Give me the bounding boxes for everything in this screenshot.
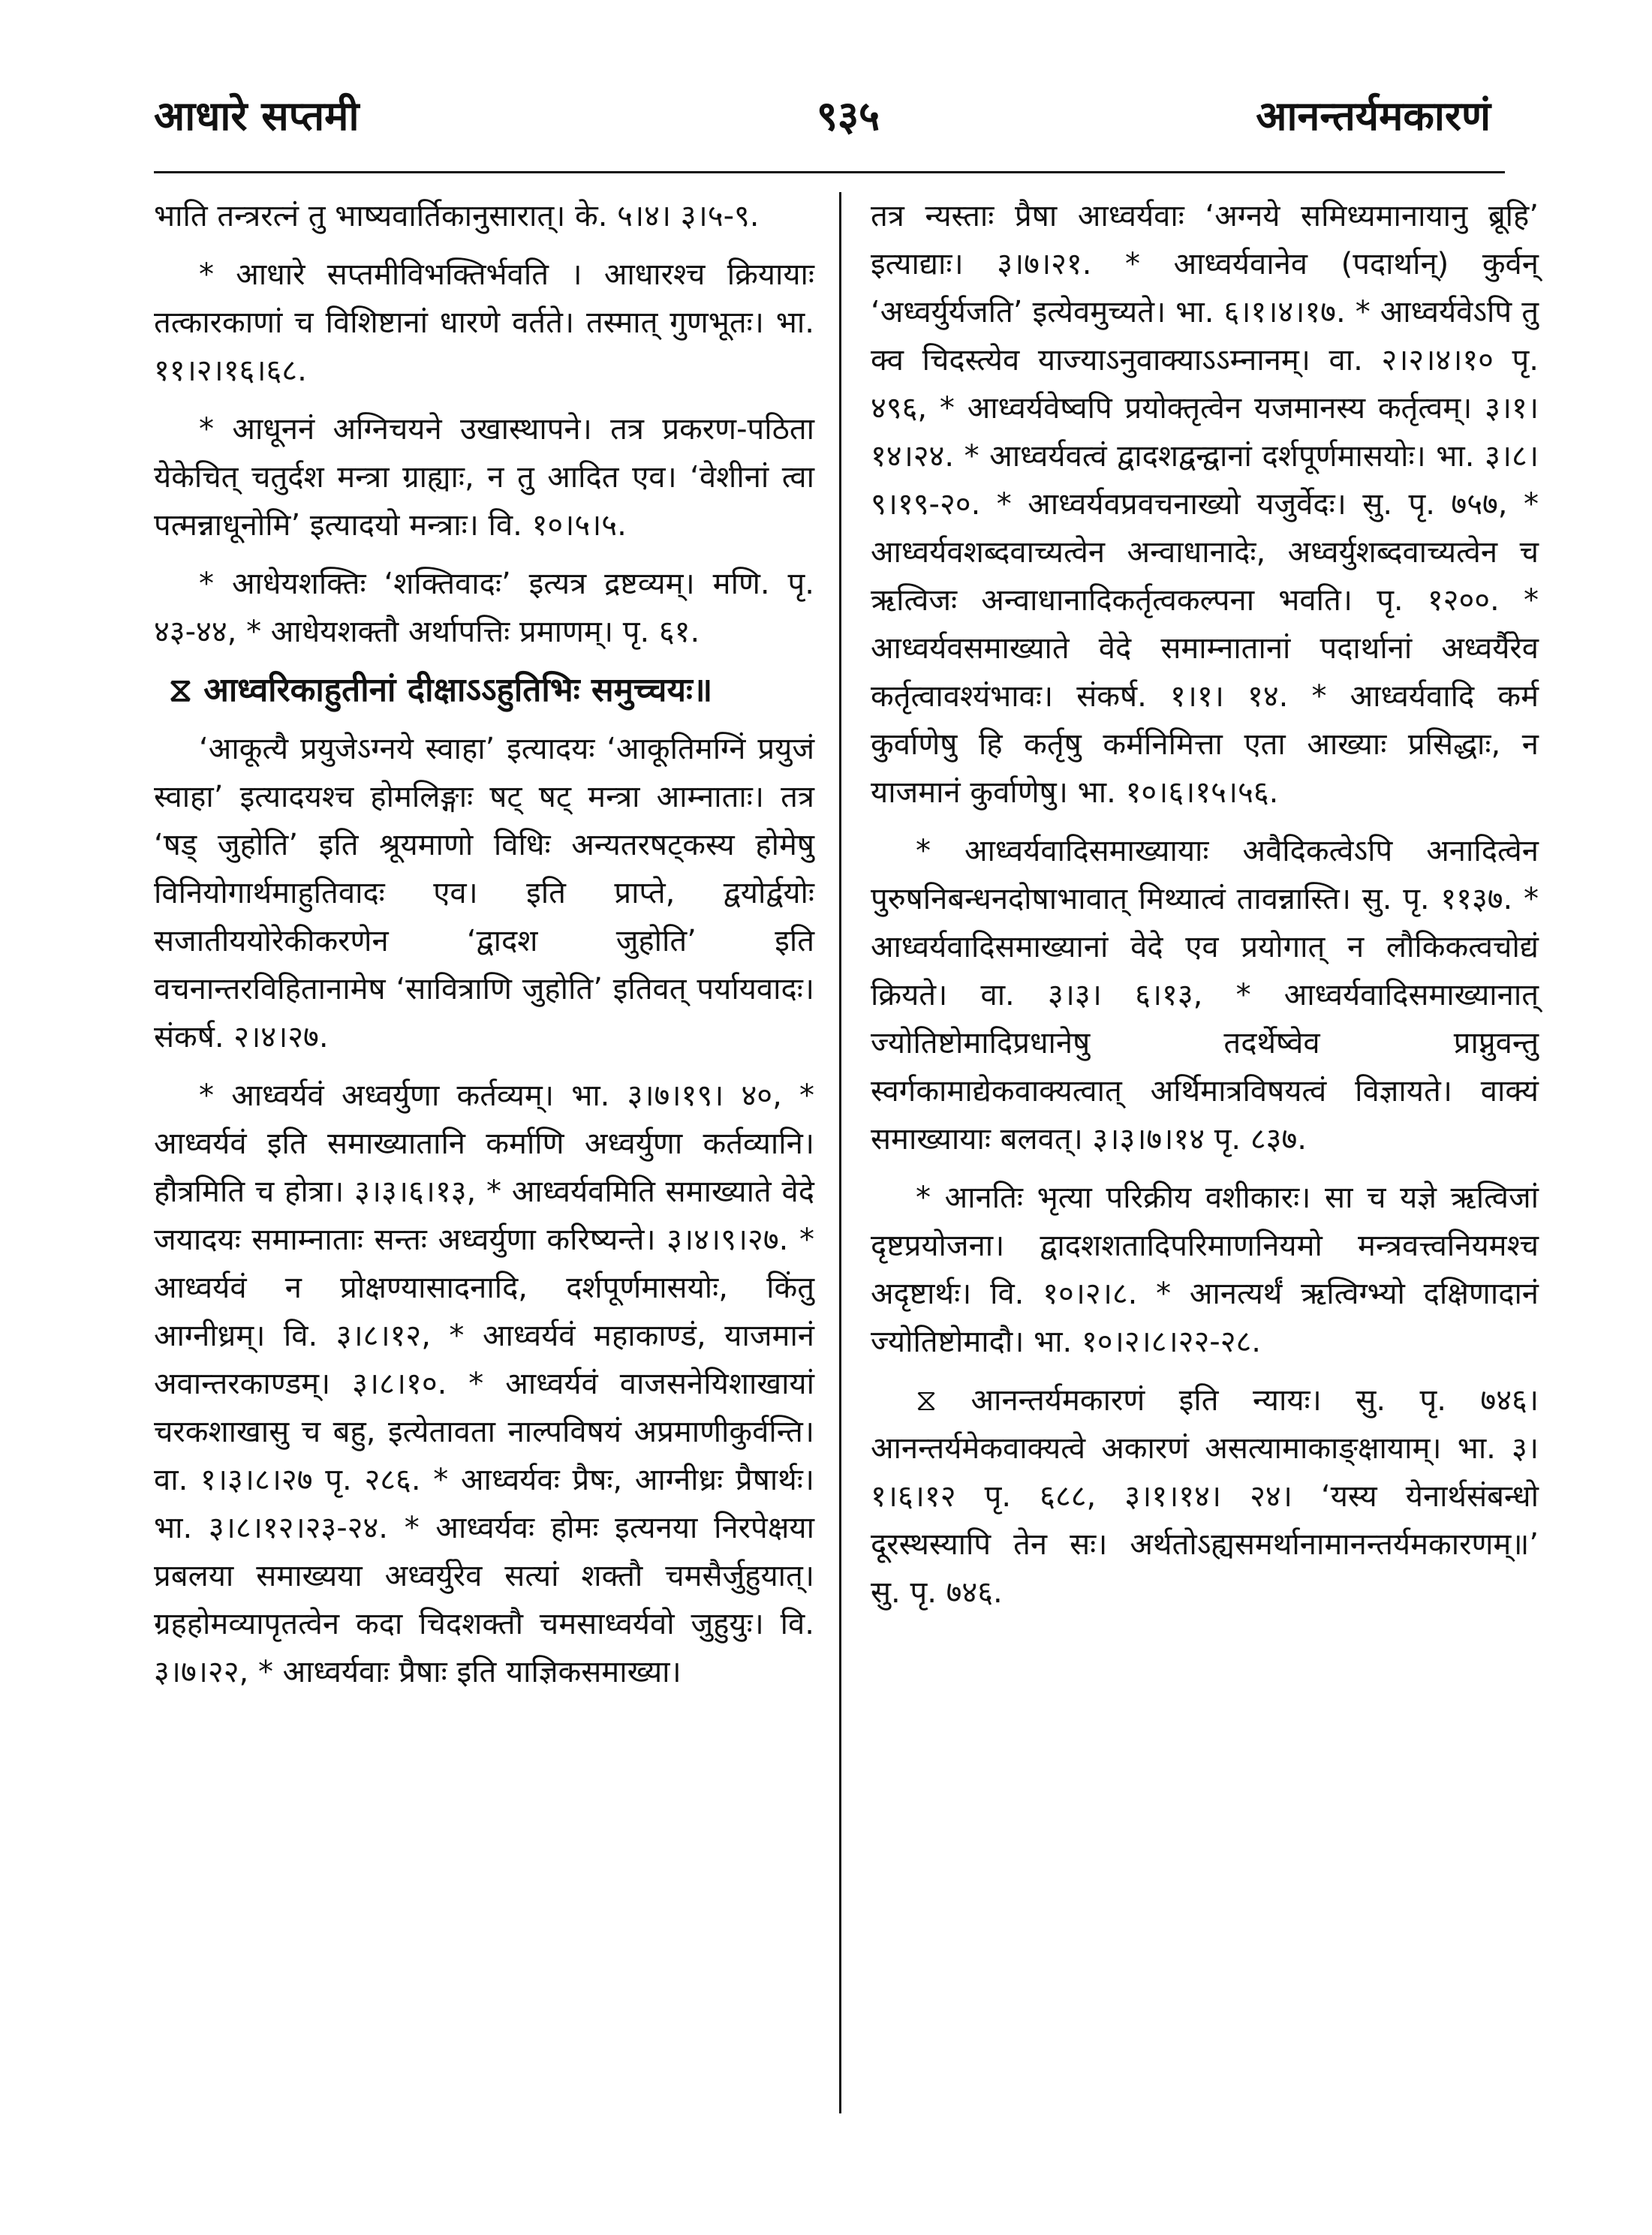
right-paragraph: * आध्वर्यवादिसमाख्यायाः अवैदिकत्वेऽपि अनादित्वेन पुरुषनिबन्धनदोषाभावात् मिथ्यात्वं तावन्नास्ति। सु. पृ. ११३७. * आध्वर्यवादिसमाख्यानां वेदे एव प्रयोगात् न लौकिकत्वचोद्यं क्रियते। वा. ३।३। ६।१३, * आध्वर्यवादिसमाख्यानात् ज्योतिष्टोमादिप्रधानेषु तदर्थेष्वेव प्राप्नुवन्तु स्वर्गकामाद्येकवाक्यत्वात् अर्थिमात्रविषयत्वं विज्ञायते। वाक्यं समाख्यायाः बलवत्। ३।३।७।१४ पृ. ८३७.: [871, 834, 1539, 1157]
left-paragraph: * आधूननं अग्निचयने उखास्थापने। तत्र प्रकरण-पठिता येकेचित् चतुर्दश मन्त्रा ग्राह्याः, न तु आदित एव। ‘वेशीनां त्वा पत्मन्नाधूनोमि’ इत्यादयो मन्त्राः। वि. १०।५।५.: [154, 412, 814, 543]
column-divider: [839, 192, 841, 2113]
section-heading: ⧖ आध्वरिकाहुतीनां दीक्षाऽऽहुतिभिः समुच्चयः॥: [169, 671, 713, 709]
left-paragraph: भाति तन्त्ररत्नं तु भाष्यवार्तिकानुसारात्। के. ५।४। ३।५-९.: [154, 199, 760, 233]
running-head-left: आधारे सप्तमी: [154, 92, 360, 140]
running-head: [0, 0, 1652, 173]
left-paragraph: * आध्वर्यवं अध्वर्युणा कर्तव्यम्। भा. ३।७।१९। ४०, * आध्वर्यवं इति समाख्यातानि कर्माणि अध्वर्युणा कर्तव्यानि। हौत्रमिति च होत्रा। ३।३।६।१३, * आध्वर्यवमिति समाख्याते वेदे जयादयः समाम्नाताः सन्तः अध्वर्युणा करिष्यन्ते। ३।४।९।२७. * आध्वर्यवं न प्रोक्षण्यासादनादि, दर्शपूर्णमासयोः, किंतु आग्नीध्रम्। वि. ३।८।१२, * आध्वर्यवं महाकाण्डं, याजमानं अवान्तरकाण्डम्। ३।८।१०. * आध्वर्यवं वाजसनेयिशाखायां चरकशाखासु च बहु, इत्येतावता नाल्पविषयं अप्रमाणीकुर्वन्ति। वा. १।३।८।२७ पृ. २८६. * आध्वर्यवः प्रैषः, आग्नीध्रः प्रैषार्थः। भा. ३।८।१२।२३-२४. * आध्वर्यवः होमः इत्यनया निरपेक्षया प्रबलया समाख्यया अध्वर्युरेव सत्यां शक्तौ चमसैर्जुहुयात्। ग्रहहोमव्यापृतत्वेन कदा चिदशक्तौ चमसाध्वर्यवो जुहुयुः। वि. ३।७।२२, * आध्वर्यवाः प्रैषाः इति याज्ञिकसमाख्या।: [154, 1078, 814, 1689]
right-paragraph: ⧖ आनन्तर्यमकारणं इति न्यायः। सु. पृ. ७४६। आनन्तर्यमेकवाक्यत्वे अकारणं असत्यामाकाङ्क्षायाम्। भा. ३।१।६।१२ पृ. ६८८, ३।१।१४। २४। ‘यस्य येनार्थसंबन्धो दूरस्थस्यापि तेन सः। अर्थतोऽह्यसमर्थानामानन्तर्यमकारणम्॥’ सु. पृ. ७४६.: [871, 1383, 1539, 1610]
left-paragraph: * आधेयशक्तिः ‘शक्तिवादः’ इत्यत्र द्रष्टव्यम्। मणि. पृ. ४३-४४, * आधेयशक्तौ अर्थापत्तिः प्रमाणम्। पृ. ६१.: [154, 567, 814, 649]
page-number: ९३५: [816, 92, 880, 140]
right-column: [871, 192, 1539, 1627]
left-paragraph: ‘आकूत्यै प्रयुजेऽग्नये स्वाहा’ इत्यादयः ‘आकूतिमग्निं प्रयुजं स्वाहा’ इत्यादयश्च होमलिङ्गाः षट् षट् मन्त्रा आम्नाताः। तत्र ‘षड् जुहोति’ इति श्रूयमाणो विधिः अन्यतरषट्कस्य होमेषु विनियोगार्थमाहुतिवादः एव। इति प्राप्ते, द्वयोर्द्वयोः सजातीययोरेकीकरणेन ‘द्वादश जुहोति’ इति वचनान्तरविहितानामेष ‘सावित्राणि जुहोति’ इतिवत् पर्यायवादः। संकर्ष. २।४।२७.: [154, 732, 814, 1054]
right-paragraph: तत्र न्यस्ताः प्रैषा आध्वर्यवाः ‘अग्नये समिध्यमानायानु ब्रूहि’ इत्याद्याः। ३।७।२१. * आध्वर्यवानेव (पदार्थान्) कुर्वन् ‘अध्वर्युर्यजति’ इत्येवमुच्यते। भा. ६।१।४।१७. * आध्वर्यवेऽपि तु क्व चिदस्त्येव याज्याऽनुवाक्याऽऽम्नानम्। वा. २।२।४।१० पृ. ४९६, * आध्वर्यवेष्वपि प्रयोक्तृत्वेन यजमानस्य कर्तृत्वम्। ३।१।१४।२४. * आध्वर्यवत्वं द्वादशद्वन्द्वानां दर्शपूर्णमासयोः। भा. ३।८।९।१९-२०. * आध्वर्यवप्रवचनाख्यो यजुर्वेदः। सु. पृ. ७५७, * आध्वर्यवशब्दवाच्यत्वेन अन्वाधानादेः, अध्वर्युशब्दवाच्यत्वेन च ऋत्विजः अन्वाधानादिकर्तृत्वकल्पना भवति। पृ. १२००. * आध्वर्यवसमाख्याते वेदे समाम्नातानां पदार्थानां अध्वर्यैरेव कर्तृत्वावश्यंभावः। संकर्ष. १।१। १४. * आध्वर्यवादि कर्म कुर्वाणेषु हि कर्तृषु कर्मनिमित्ता एता आख्याः प्रसिद्धाः, न याजमानं कुर्वाणेषु। भा. १०।६।१५।५६.: [871, 199, 1539, 810]
right-paragraph: * आनतिः भृत्या परिक्रीय वशीकारः। सा च यज्ञे ऋत्विजां दृष्टप्रयोजना। द्वादशशतादिपरिमाणनियमो मन्त्रवत्त्वनियमश्च अदृष्टार्थः। वि. १०।२।८. * आनत्यर्थं ऋत्विग्भ्यो दक्षिणादानं ज्योतिष्टोमादौ। भा. १०।२।८।२२-२८.: [871, 1181, 1539, 1359]
header-rule: [154, 171, 1505, 173]
left-column: [154, 192, 814, 1707]
running-head-right: आनन्तर्यमकारणं: [1256, 92, 1491, 140]
left-paragraph: * आधारे सप्तमीविभक्तिर्भवति । आधारश्च क्रियायाः तत्कारकाणां च विशिष्टानां धारणे वर्तते। तस्मात् गुणभूतः। भा. ११।२।१६।६८.: [154, 257, 814, 388]
